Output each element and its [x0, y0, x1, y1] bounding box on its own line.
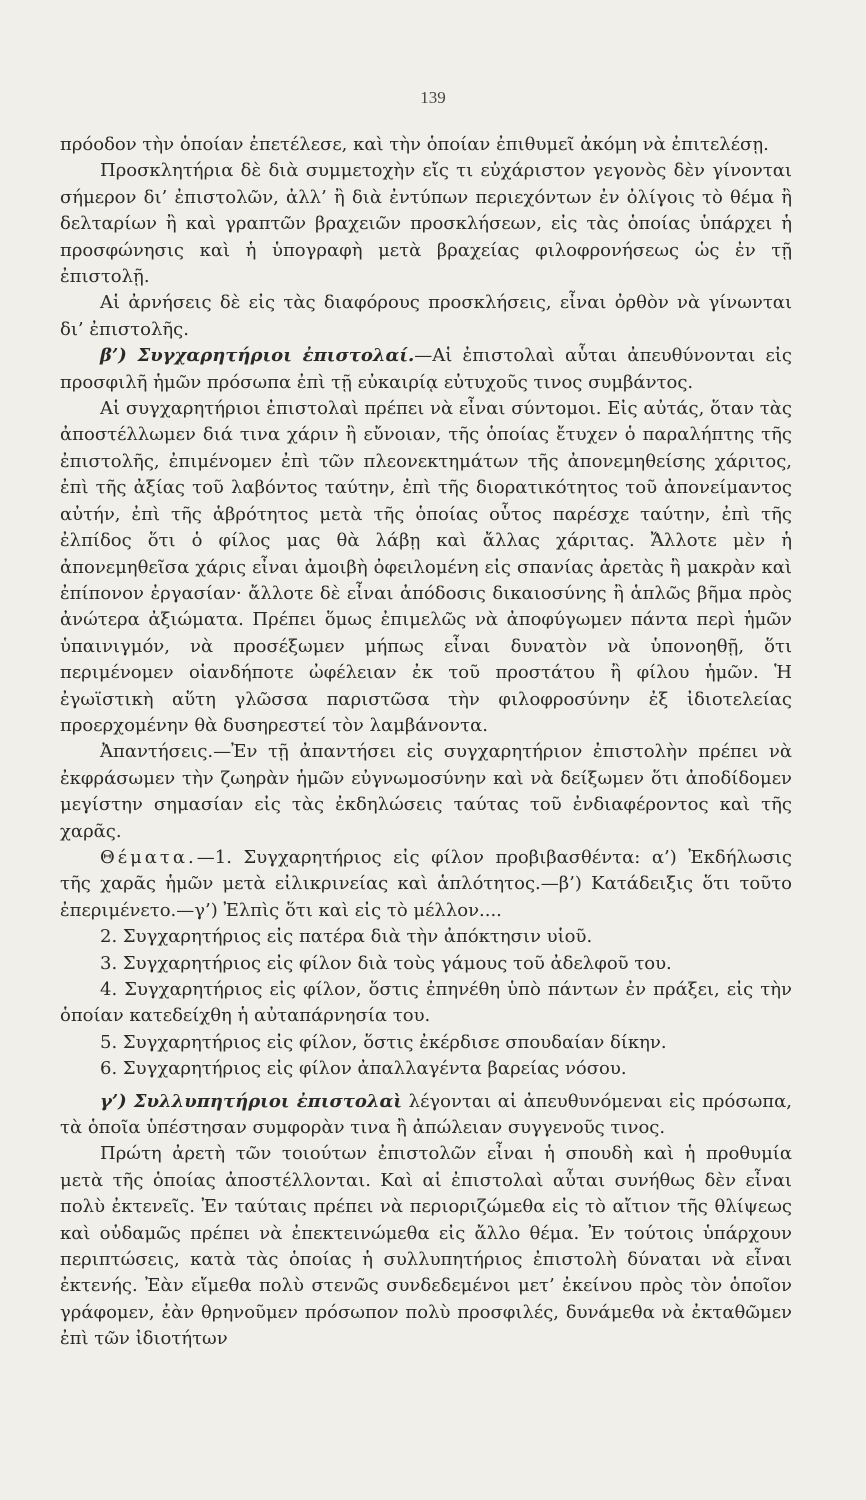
paragraph-text: Πρώτη ἀρετὴ τῶν τοιούτων ἐπιστολῶν εἶναι ἡ σπουδὴ καὶ ἡ προθυμία μετὰ τῆς ὁποίας ἀποστέλλονται. Καὶ αἱ ἐπιστολαὶ αὗται συνήθως δὲν εἶναι πολὺ ἐκτενεῖς. Ἐν ταύταις πρέπει νὰ περιοριζώμεθα εἰς τὸ αἴτιον τῆς θλίψεως καὶ οὐδαμῶς πρέπει νὰ ἐπεκτεινώμεθα εἰς ἄλλο θέμα. Ἐν τούτοις ὑπάρχουν περιπτώσεις, κατὰ τὰς ὁποίας ἡ συλλυπητήριος ἐπιστολὴ δύναται νὰ εἶναι ἐκτενής. Ἐὰν εἴμεθα πολὺ στενῶς συνδεδεμένοι μετ’ ἐκείνου πρὸς τὸν ὁποῖον γράφομεν, ἐὰν θρηνοῦμεν πρόσωπον πολὺ προσφιλές, δυνάμεθα νὰ ἐκταθῶμεν ἐπὶ τῶν ἰδιοτήτων — [60, 1143, 792, 1350]
paragraph-text: Αἱ ἀρνήσεις δὲ εἰς τὰς διαφόρους προσκλήσεις, εἶναι ὀρθὸν νὰ γίνωνται δι’ ἐπιστολῆς. — [60, 292, 792, 340]
topics-heading: Θέματα. — [100, 846, 197, 868]
section-heading: β’) Συγχαρητήριοι ἐπιστολαί. — [100, 345, 415, 367]
paragraph-text: Προσκλητήρια δὲ διὰ συμμετοχὴν εἴς τι εὐχάριστον γεγονὸς δὲν γίνονται σήμερον δι’ ἐπιστολῶν, ἀλλ’ ἢ διὰ ἐντύπων περιεχόντων ἐν ὀλίγοις τὸ θέμα ἢ δελταρίων ἢ καὶ γραπτῶν βραχειῶν προσκλήσεων, εἰς τὰς ὁποίας ὑπάρχει ἡ προσφώνησις καὶ ἡ ὑπογραφὴ μετὰ βραχείας φιλοφρονήσεως ὡς ἐν τῇ ἐπιστολῇ. — [60, 160, 792, 288]
paragraph-text: πρόοδον τὴν ὁποίαν ἐπετέλεσε, καὶ τὴν ὁποίαν ἐπιθυμεῖ ἀκόμη νὰ ἐπιτελέσῃ. — [60, 134, 769, 155]
list-item: 5. Συγχαρητήριος εἰς φίλον, ὅστις ἐκέρδισε σπουδαίαν δίκην. — [100, 1031, 667, 1053]
list-item: 3. Συγχαρητήριος εἰς φίλον διὰ τοὺς γάμους τοῦ ἀδελφοῦ του. — [100, 952, 672, 974]
list-item: 2. Συγχαρητήριος εἰς πατέρα διὰ τὴν ἀπόκτησιν υἱοῦ. — [100, 926, 593, 948]
answers-heading: Ἀπαντήσεις. — [100, 741, 214, 763]
page-number: 139 — [420, 88, 446, 107]
list-item: 4. Συγχαρητήριος εἰς φίλον, ὅστις ἐπηνέθη ὑπὸ πάντων ἐν πράξει, εἰς τὴν ὁποίαν κατεδείχθη ἡ αὐταπάρνησία του. — [60, 979, 792, 1027]
topics-paragraph — [60, 845, 792, 924]
section-beta — [60, 343, 792, 396]
paragraph-text: Αἱ συγχαρητήριοι ἐπιστολαὶ πρέπει νὰ εἶναι σύντομοι. Εἰς αὐτάς, ὅταν τὰς ἀποστέλλωμεν διά τινα χάριν ἢ εὔνοιαν, τῆς ὁποίας ἔτυχεν ὁ παραλήπτης τῆς ἐπιστολῆς, ἐπιμένομεν ἐπὶ τῶν πλεονεκτημάτων τῆς ἀπονεμηθείσης χάριτος, ἐπὶ τῆς ἀξίας τοῦ λαβόντος ταύτην, ἐπὶ τῆς διορατικότητος τοῦ ἀπονείμαντος αὐτήν, ἐπὶ τῆς ἁβρότητος μετὰ τῆς ὁποίας οὗτος παρέσχε ταύτην, ἐπὶ τῆς ἐλπίδος ὅτι ὁ φίλος μας θὰ λάβῃ καὶ ἄλλας χάριτας. Ἄλλοτε μὲν ἡ ἀπονεμηθεῖσα χάρις εἶναι ἀμοιβὴ ὀφειλομένη εἰς σπανίας ἀρετὰς ἢ μακρὰν καὶ ἐπίπονον ἐργασίαν· ἄλλοτε δὲ εἶναι ἀπόδοσις δικαιοσύνης ἢ ἁπλῶς βῆμα πρὸς ἀνώτερα ἀξιώματα. Πρέπει ὅμως ἐπιμελῶς νὰ ἀποφύγωμεν πάντα περὶ ἡμῶν ὑπαινιγμόν, νὰ προσέξωμεν μήπως εἶναι δυνατὸν νὰ ὑπονοηθῇ, ὅτι περιμένομεν οἱανδήποτε ὠφέλειαν ἐκ τοῦ προστάτου ἢ φίλου ἡμῶν. Ἡ ἐγωϊστικὴ αὕτη γλῶσσα παριστῶσα τὴν φιλοφροσύνην ἐξ ἰδιοτελείας προερχομένην θὰ δυσηρεστεί τὸν λαμβάνοντα. — [60, 398, 792, 736]
paragraph-text: —Ἐν τῇ ἀπαντήσει εἰς συγχαρητήριον ἐπιστολὴν πρέπει νὰ ἐκφράσωμεν τὴν ζωηρὰν ἡμῶν εὐγνωμοσύνην καὶ νὰ δείξωμεν ὅτι ἀποδίδομεν μεγίστην σημασίαν εἰς τὰς ἐκδηλώσεις ταύτας τοῦ ἐνδιαφέροντος καὶ τῆς χαρᾶς. — [60, 741, 792, 842]
paragraph — [60, 158, 792, 290]
section-heading: γ’) Συλλυπητήριοι ἐπιστολαὶ — [100, 1090, 403, 1112]
page-body — [60, 132, 792, 1353]
paragraph-text: —Αἱ ἐπιστολαὶ αὗται ἀπευθύνονται εἰς προσφιλῆ ἡμῶν πρόσωπα ἐπὶ τῇ εὐκαιρίᾳ εὐτυχοῦς τινος συμβάντος. — [60, 345, 792, 393]
paragraph — [60, 132, 792, 158]
paragraph-text: λέγονται αἱ ἀπευθυνόμεναι εἰς πρόσωπα, τὰ ὁποῖα ὑπέστησαν συμφορὰν τινα ἢ ἀπώλειαν συγγενοῦς τινος. — [60, 1090, 792, 1139]
list-item: 6. Συγχαρητήριος εἰς φίλον ἀπαλλαγέντα βαρείας νόσου. — [100, 1058, 627, 1080]
paragraph — [60, 396, 792, 739]
section-gamma — [60, 1089, 792, 1142]
paragraph — [60, 1141, 792, 1352]
answers-paragraph — [60, 739, 792, 845]
paragraph-text: —1. Συγχαρητήριος εἰς φίλον προβιβασθέντα: α’) Ἐκδήλωσις τῆς χαρᾶς ἡμῶν μετὰ εἰλικρινείας καὶ ἁπλότητος.—β’) Κατάδειξις ὅτι τοῦτο ἐπεριμένετο.—γ’) Ἐλπὶς ὅτι καὶ εἰς τὸ μέλλον.... — [60, 846, 792, 921]
paragraph — [60, 290, 792, 343]
